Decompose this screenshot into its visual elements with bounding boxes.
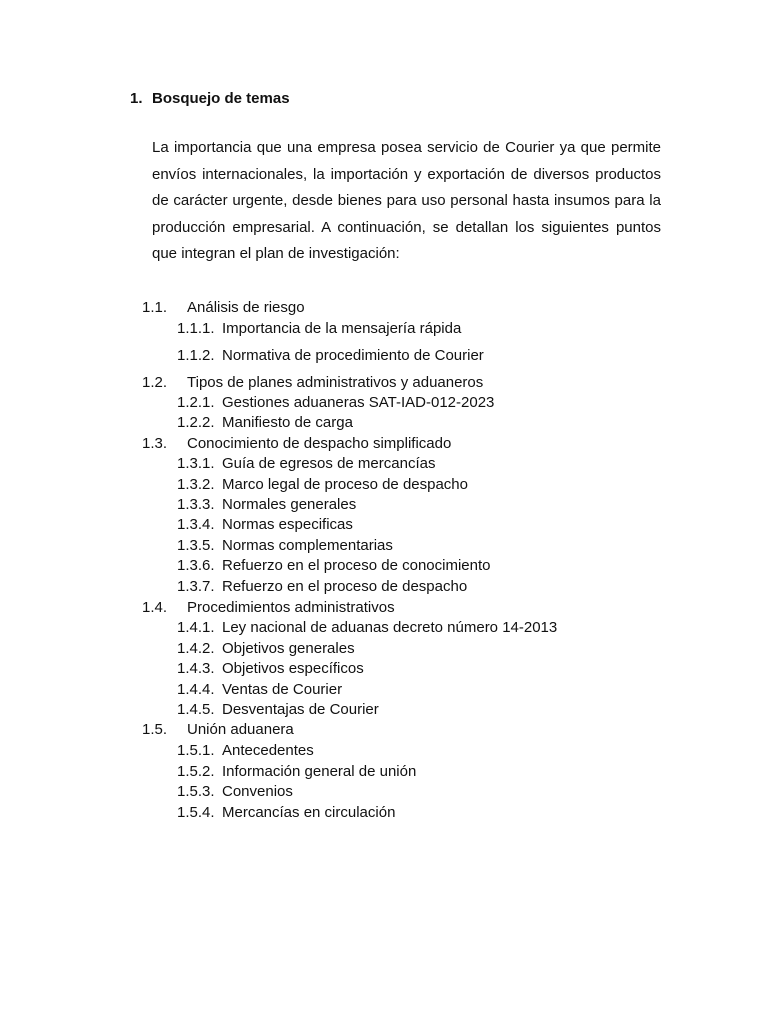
outline-number: 1.3.3.: [177, 496, 215, 513]
outline-section: [142, 599, 395, 617]
outline-text: Objetivos específicos: [222, 660, 364, 677]
outline-number: 1.3.2.: [177, 476, 215, 493]
outline-subsection: [177, 701, 379, 719]
outline-number: 1.5.4.: [177, 804, 215, 821]
outline-text: Procedimientos administrativos: [187, 599, 395, 616]
outline-number: 1.5.: [142, 721, 168, 738]
outline-subsection: [177, 347, 484, 365]
outline-text: Antecedentes: [222, 742, 314, 759]
outline-text: Información general de unión: [222, 763, 417, 780]
outline-text: Ley nacional de aduanas decreto número 14-2013: [222, 619, 558, 636]
outline-text: Desventajas de Courier: [222, 701, 379, 718]
outline-number: 1.3.6.: [177, 557, 215, 574]
outline-text: Convenios: [222, 783, 293, 800]
outline-number: 1.3.4.: [177, 516, 215, 533]
outline-subsection: [177, 681, 342, 699]
outline-text: Marco legal de proceso de despacho: [222, 476, 468, 493]
outline-section: [142, 299, 305, 317]
outline-subsection: [177, 640, 355, 658]
outline-text: Gestiones aduaneras SAT-IAD-012-2023: [222, 394, 495, 411]
outline-number: 1.4.3.: [177, 660, 215, 677]
outline-subsection: [177, 763, 416, 781]
outline-number: 1.1.2.: [177, 347, 215, 364]
outline-number: 1.2.: [142, 374, 168, 391]
outline-subsection: [177, 320, 461, 338]
outline-subsection: [177, 783, 293, 801]
outline-number: 1.5.2.: [177, 763, 215, 780]
outline-text: Importancia de la mensajería rápida: [222, 320, 462, 337]
outline-number: 1.4.: [142, 599, 168, 616]
outline-subsection: [177, 537, 393, 555]
outline-number: 1.3.1.: [177, 455, 215, 472]
outline-subsection: [177, 619, 557, 637]
outline-subsection: [177, 455, 435, 473]
outline-text: Refuerzo en el proceso de despacho: [222, 578, 468, 595]
outline-text: Unión aduanera: [187, 721, 294, 738]
outline-number: 1.4.2.: [177, 640, 215, 657]
outline-number: 1.5.3.: [177, 783, 215, 800]
intro-paragraph: La importancia que una empresa posea servicio de Courier ya que permite envíos internacionales, la importación y exportación de diversos productos de carácter urgente, desde bienes para uso personal hasta insumos para la producción empresarial. A continuación, se detallan los siguientes puntos que integran el plan de investigación:: [152, 139, 661, 262]
outline-number: 1.4.5.: [177, 701, 215, 718]
outline-subsection: [177, 496, 356, 514]
outline-subsection: [177, 414, 353, 432]
outline-text: Tipos de planes administrativos y aduaneros: [187, 374, 484, 391]
outline-text: Manifiesto de carga: [222, 414, 353, 431]
outline-text: Normales generales: [222, 496, 357, 513]
outline-section: [142, 374, 483, 392]
outline-subsection: [177, 660, 364, 678]
outline-text: Mercancías en circulación: [222, 804, 396, 821]
outline-text: Guía de egresos de mercancías: [222, 455, 436, 472]
outline-number: 1.2.2.: [177, 414, 215, 431]
outline-subsection: [177, 742, 314, 760]
outline-section: [142, 435, 451, 453]
outline-number: 1.2.1.: [177, 394, 215, 411]
outline-number: 1.3.5.: [177, 537, 215, 554]
outline-number: 1.3.: [142, 435, 168, 452]
outline-subsection: [177, 516, 353, 534]
outline-text: Normas especificas: [222, 516, 353, 533]
outline-number: 1.5.1.: [177, 742, 215, 759]
outline-text: Análisis de riesgo: [187, 299, 305, 316]
outline-subsection: [177, 476, 468, 494]
outline-text: Objetivos generales: [222, 640, 355, 657]
outline-number: 1.1.: [142, 299, 168, 316]
outline-text: Refuerzo en el proceso de conocimiento: [222, 557, 491, 574]
outline-section: [142, 721, 294, 739]
outline-subsection: [177, 394, 494, 412]
outline-subsection: [177, 557, 491, 575]
outline-text: Normativa de procedimiento de Courier: [222, 347, 484, 364]
outline-number: 1.4.1.: [177, 619, 215, 636]
outline-number: 1.1.1.: [177, 320, 215, 337]
outline-number: 1.3.7.: [177, 578, 215, 595]
outline-text: Conocimiento de despacho simplificado: [187, 435, 452, 452]
outline-text: Normas complementarias: [222, 537, 393, 554]
outline-subsection: [177, 804, 395, 822]
section-title: Bosquejo de temas: [152, 90, 290, 107]
section-number: 1.: [130, 90, 143, 107]
outline-number: 1.4.4.: [177, 681, 215, 698]
outline-subsection: [177, 578, 467, 596]
outline-text: Ventas de Courier: [222, 681, 343, 698]
